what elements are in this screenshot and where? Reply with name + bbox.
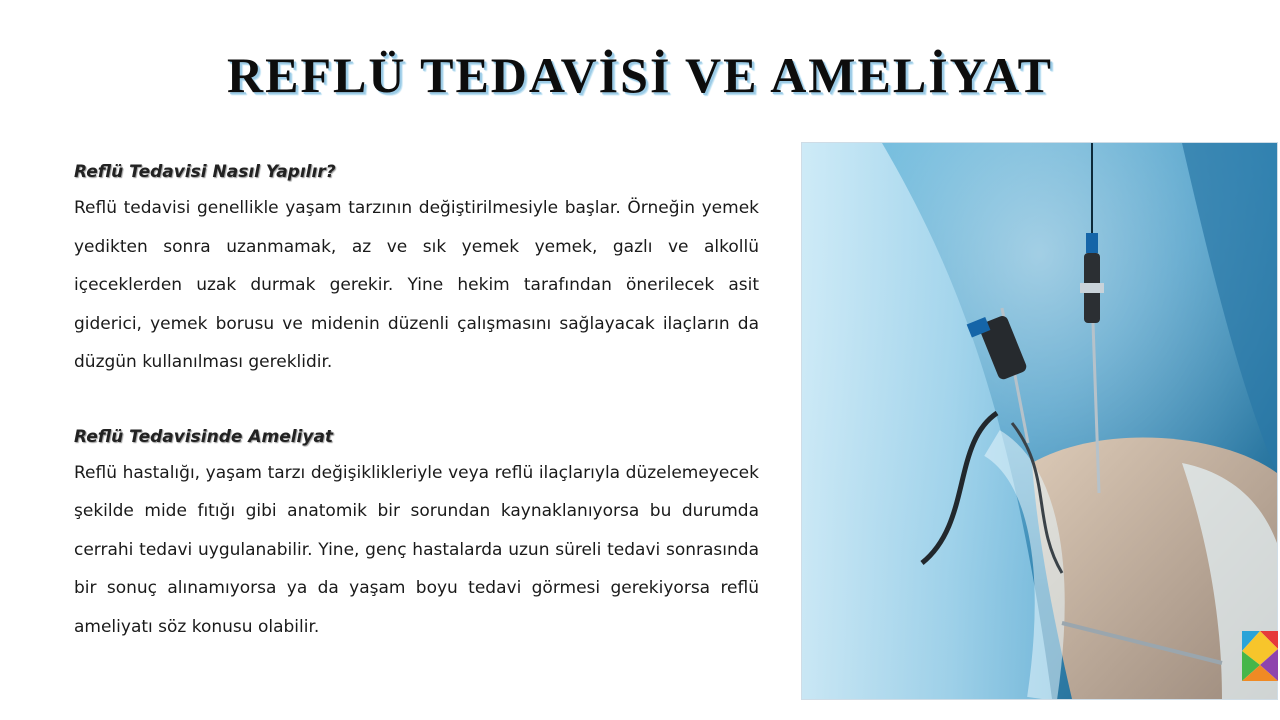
section-heading: Reflü Tedavisi Nasıl Yapılır?: [74, 162, 336, 182]
section-heading: Reflü Tedavisinde Ameliyat: [74, 426, 334, 447]
section-spacer: [74, 382, 759, 420]
section-body: Reflü hastalığı, yaşam tarzı değişiklikleriyle veya reflü ilaçlarıyla düzelemeyecek şekilde mide fıtığı gibi anatomik bir sorundan kaynaklanıyorsa bu durumda cerrahi tedavi uygulanabilir. Yine, genç hastalarda uzun süreli tedavi sonrasında bir sonuç alınamıyorsa ya da yaşam boyu tedavi görmesi gerekiyorsa reflü ameliyatı söz konusu olabilir.: [74, 462, 759, 637]
slide-content: [74, 155, 759, 646]
surgery-photo: [801, 142, 1278, 700]
logo-badge: [1242, 631, 1278, 681]
section-treatment: [74, 155, 759, 382]
slide-title: REFLÜ TEDAVİSİ VE AMELİYAT: [227, 47, 1053, 103]
section-surgery: [74, 420, 759, 647]
section-body: Reflü tedavisi genellikle yaşam tarzının değiştirilmesiyle başlar. Örneğin yemek yedikten sonra uzanmamak, az ve sık yemek yemek, gazlı ve alkollü içeceklerden uzak durmak gerekir. Yine hekim tarafından önerilecek asit giderici, yemek borusu ve midenin düzenli çalışmasını sağlayacak ilaçların da düzgün kullanılması gereklidir.: [74, 198, 759, 372]
